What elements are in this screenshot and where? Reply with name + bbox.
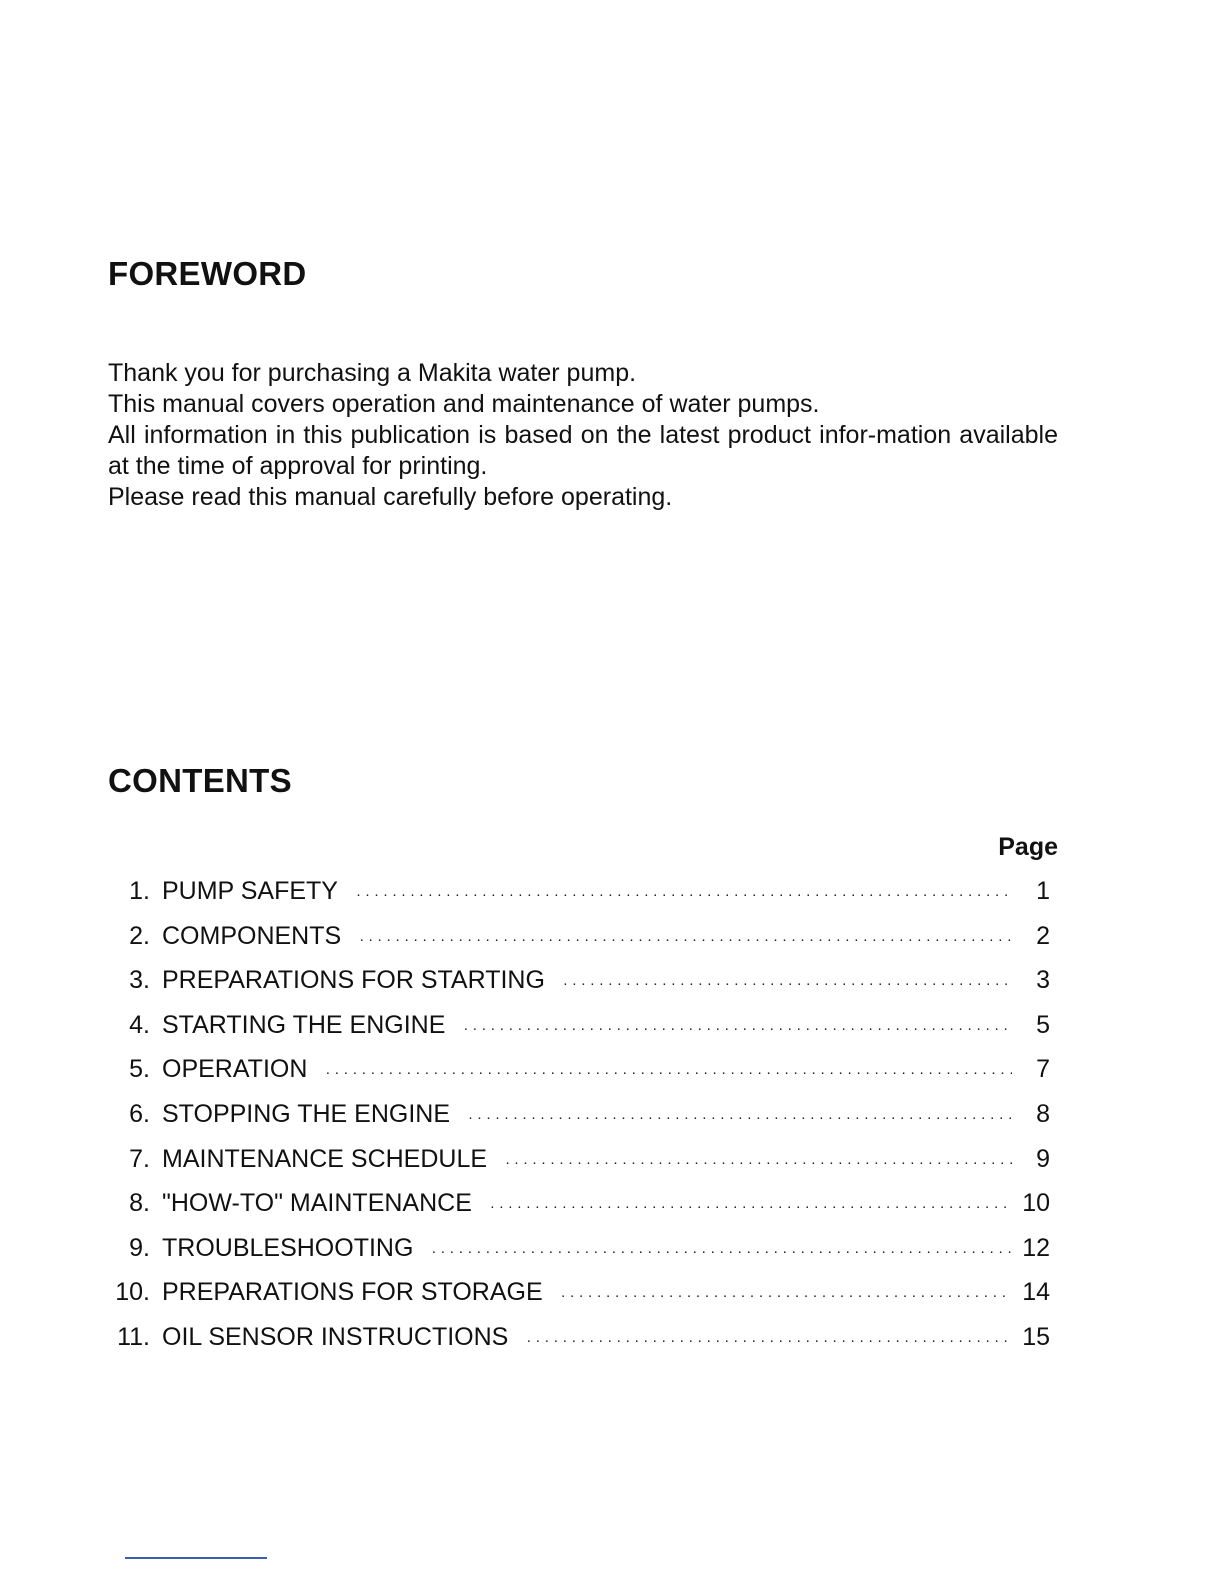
toc-entry-number: 1. — [129, 877, 150, 905]
toc-entry-page: 2 — [1036, 921, 1050, 950]
toc-entry-number: 3. — [129, 966, 150, 995]
toc-entry-page: 14 — [1022, 1278, 1050, 1307]
contents-heading: CONTENTS — [108, 762, 292, 799]
toc-dot-leader — [563, 967, 1012, 1001]
toc-dot-leader — [463, 1012, 1012, 1046]
toc-entry — [106, 1231, 1050, 1276]
toc-entry — [106, 1097, 1050, 1142]
toc-entry-number: 10. — [115, 1278, 150, 1307]
toc-entry-number: 8. — [129, 1189, 150, 1218]
toc-dot-leader — [505, 1146, 1012, 1180]
toc-entry-title: "HOW-TO" MAINTENANCE — [162, 1189, 472, 1218]
foreword-line: All information in this publication is based on the latest product infor-mation available at the time of approval for printing. — [108, 421, 1058, 480]
toc-entry-page: 15 — [1022, 1322, 1050, 1351]
foreword-line: This manual covers operation and maintenance of water pumps. — [108, 390, 820, 418]
toc-entry-title: COMPONENTS — [162, 921, 342, 950]
toc-dot-leader — [356, 878, 1012, 912]
toc-entry-page: 9 — [1036, 1144, 1050, 1173]
toc-entry-title: STARTING THE ENGINE — [162, 1010, 446, 1039]
toc-entry-page: 7 — [1036, 1055, 1050, 1084]
toc-entry-title: OPERATION — [162, 1055, 308, 1084]
toc-dot-leader — [526, 1324, 1012, 1358]
toc-dot-leader — [490, 1190, 1012, 1224]
toc-entry — [106, 1052, 1050, 1097]
toc-entry — [106, 1008, 1050, 1053]
toc-entry-title: PREPARATIONS FOR STORAGE — [162, 1278, 543, 1307]
toc-entry — [106, 919, 1050, 964]
table-of-contents — [106, 874, 1050, 1365]
foreword-heading: FOREWORD — [108, 255, 307, 292]
toc-entry-page: 3 — [1036, 966, 1050, 995]
toc-entry-number: 7. — [129, 1144, 150, 1173]
toc-entry-number: 6. — [129, 1099, 150, 1128]
toc-entry — [106, 1142, 1050, 1187]
foreword-body — [108, 358, 1058, 513]
foreword-line: Thank you for purchasing a Makita water pump. — [108, 359, 637, 387]
toc-dot-leader — [561, 1279, 1012, 1313]
toc-entry-page: 12 — [1022, 1233, 1050, 1262]
toc-dot-leader — [325, 1056, 1012, 1090]
foreword-line: Please read this manual carefully before operating. — [108, 483, 673, 511]
toc-entry — [106, 1275, 1050, 1320]
toc-entry-title: MAINTENANCE SCHEDULE — [162, 1144, 488, 1173]
toc-entry — [106, 1186, 1050, 1231]
toc-dot-leader — [359, 923, 1012, 957]
toc-dot-leader — [431, 1235, 1012, 1269]
toc-entry-page: 10 — [1022, 1189, 1050, 1218]
toc-entry-title: PREPARATIONS FOR STARTING — [162, 966, 545, 995]
toc-entry-title: PUMP SAFETY — [162, 877, 338, 905]
toc-entry-number: 9. — [129, 1233, 150, 1262]
toc-entry-page: 1 — [1036, 877, 1050, 905]
toc-entry-number: 5. — [129, 1055, 150, 1084]
toc-entry-number: 4. — [129, 1010, 150, 1039]
toc-entry-title: TROUBLESHOOTING — [162, 1233, 414, 1262]
toc-dot-leader — [468, 1101, 1012, 1135]
toc-entry-title: STOPPING THE ENGINE — [162, 1099, 451, 1128]
toc-entry-number: 11. — [117, 1322, 150, 1351]
toc-entry-page: 5 — [1036, 1010, 1050, 1039]
toc-entry — [106, 874, 1050, 919]
toc-entry — [106, 1320, 1050, 1365]
toc-entry-title: OIL SENSOR INSTRUCTIONS — [162, 1322, 509, 1351]
toc-entry-number: 2. — [129, 921, 150, 950]
footer-rule — [125, 1557, 267, 1559]
toc-entry — [106, 963, 1050, 1008]
toc-entry-page: 8 — [1036, 1099, 1050, 1128]
page-column-label: Page — [998, 833, 1058, 861]
